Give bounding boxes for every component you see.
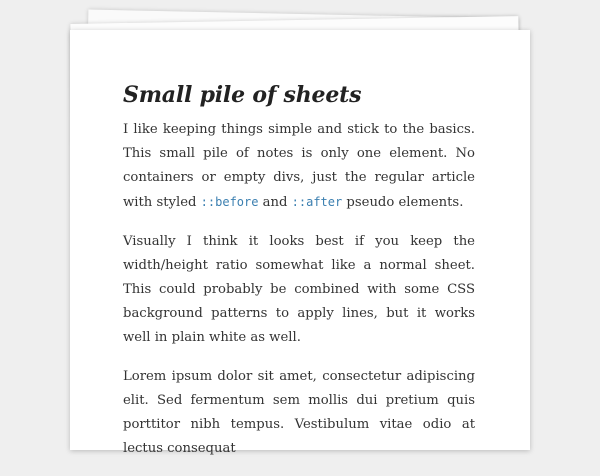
article-content xyxy=(123,82,475,476)
article-title: Small pile of sheets xyxy=(123,82,362,108)
article-sheet xyxy=(70,30,530,456)
paragraph-1-text-a: I like keeping things simple and stick to the basics. This small pile of notes is only one element. No containers or empty divs, just the regular article with styled xyxy=(123,122,475,210)
paragraph-1-text-b: and xyxy=(258,195,292,210)
paragraph-2: Visually I think it looks best if you keep the width/height ratio somewhat like a normal sheet. This could probably be combined with some CSS background patterns to apply lines, but it works well in plain white as well. xyxy=(123,234,475,345)
paragraph-1-text-c: pseudo elements. xyxy=(342,195,464,210)
code-before: ::before xyxy=(200,195,259,209)
code-after: ::after xyxy=(291,195,343,209)
paragraph-3: Lorem ipsum dolor sit amet, consectetur adipiscing elit. Sed fermentum sem mollis dui pretium quis porttitor nibh tempus. Vestibulum vitae odio at lectus consequat xyxy=(123,369,475,456)
paragraph-1 xyxy=(123,118,475,215)
